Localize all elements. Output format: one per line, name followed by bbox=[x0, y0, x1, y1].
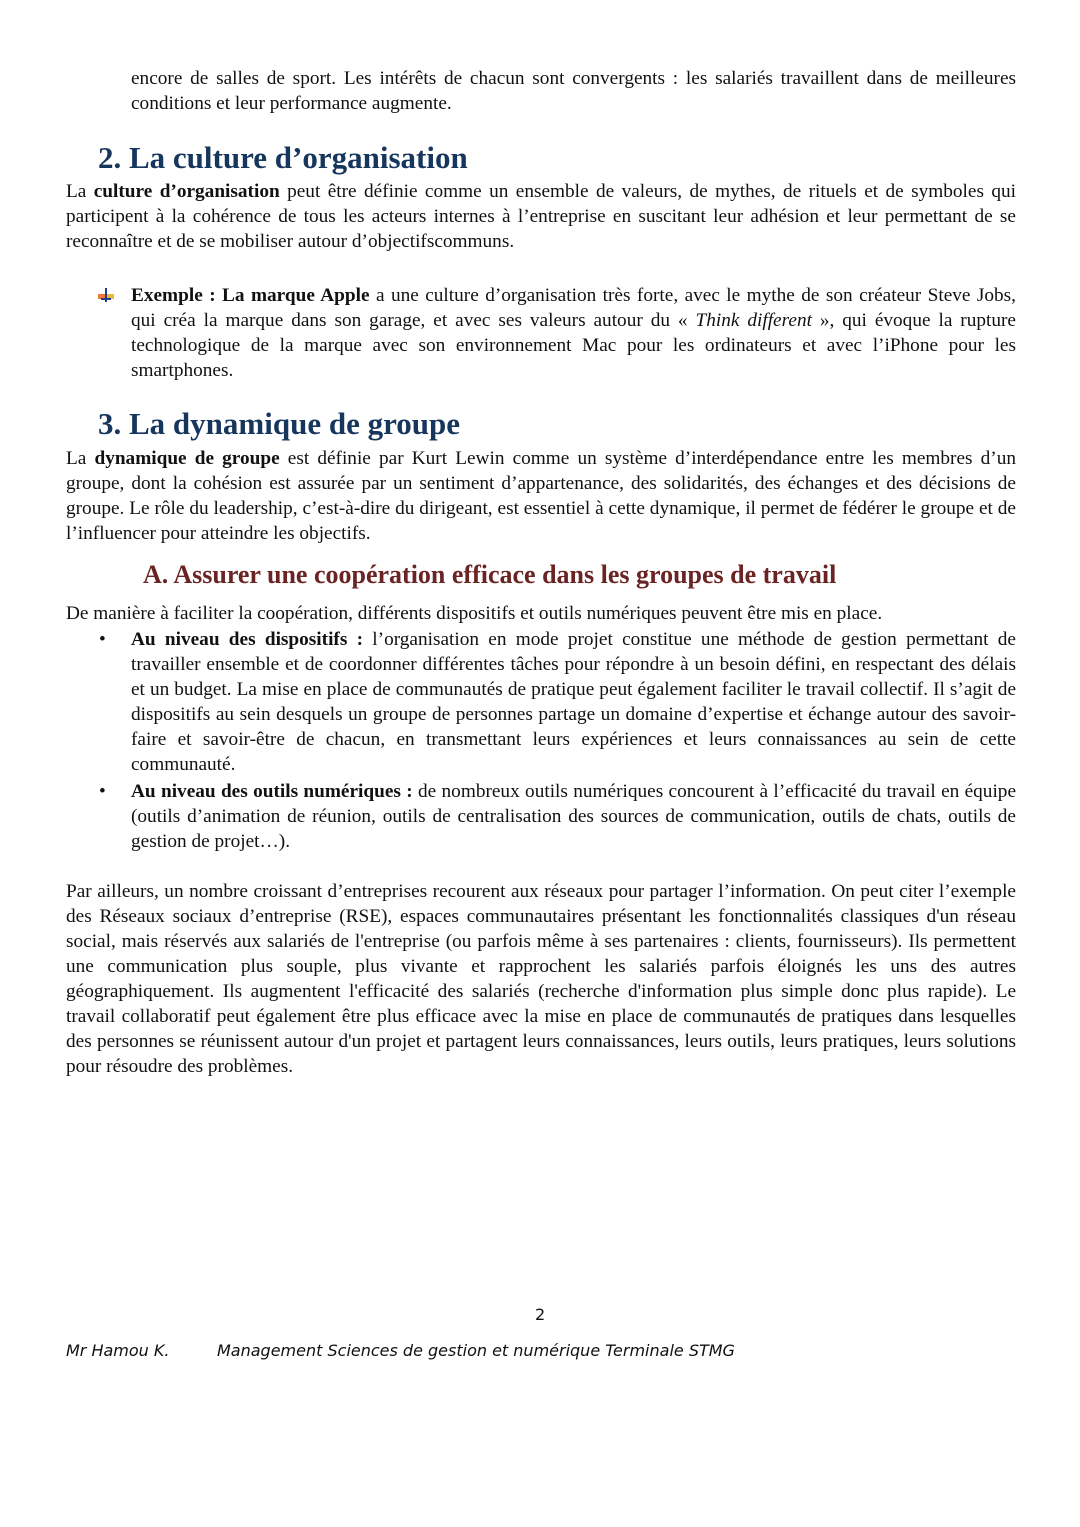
text: a une culture d’organisation très forte, avec le mythe de son créateur Steve Jobs, qui créa la marque dans son garage, et avec ses valeurs autour du « bbox=[131, 285, 1016, 331]
bullet-text: l’organisation en mode projet constitue une méthode de gestion permettant de travailler ensemble et de coordonner différentes tâches pour répondre à un besoin défini, en respectant des délais et un budget. La mise en place de communautés de pratique peut également faciliter le travail collectif. Il s’agit de dispositifs au sein desquels un groupe de personnes partage un domaine d’expertise et échange autour des savoir-faire et savoir-être de chacun, en transmettant leurs expériences et leurs connaissances au sein de cette communauté. bbox=[131, 629, 1016, 775]
bold-term: culture d’organisation bbox=[93, 181, 280, 202]
culture-definition-paragraph bbox=[66, 179, 1016, 254]
bold-term: dynamique de groupe bbox=[94, 448, 280, 469]
footer-course: Management Sciences de gestion et numérique Terminale STMG bbox=[217, 1341, 735, 1360]
text: », qui évoque la rupture technologique de la marque avec son environnement Mac pour les ordinateurs et avec l’iPhone pour les smartphones. bbox=[131, 310, 1016, 381]
text: La bbox=[66, 448, 95, 469]
intro-paragraph: encore de salles de sport. Les intérêts de chacun sont convergents : les salariés travaillent dans de meilleures conditions et leur performance augmente. bbox=[131, 68, 1016, 114]
footer-author: Mr Hamou K. bbox=[66, 1341, 170, 1360]
example-apple-paragraph bbox=[131, 283, 1016, 383]
bullet-label: Au niveau des dispositifs : bbox=[131, 629, 364, 650]
bullet-icon: • bbox=[99, 629, 106, 650]
cooperation-intro: De manière à faciliter la coopération, différents dispositifs et outils numériques peuvent être mis en place. bbox=[66, 603, 883, 624]
italic-slogan: Think different bbox=[695, 310, 812, 331]
example-bullet-icon bbox=[98, 288, 114, 302]
text: La bbox=[66, 181, 94, 202]
bullet-text: de nombreux outils numériques concourent à l’efficacité du travail en équipe (outils d’animation de réunion, outils de centralisation des sources de communication, outils de chats, outils de gestion de projet…). bbox=[131, 781, 1017, 852]
bullet-label: Au niveau des outils numériques : bbox=[131, 781, 413, 802]
section-a-heading: A. Assurer une coopération efficace dans les groupes de travail bbox=[143, 560, 837, 589]
text: peut être définie comme un ensemble de valeurs, de mythes, de rituels et de symboles qui participent à la cohérence de tous les acteurs internes à l’entreprise en suscitant leur adhésion et leur permettant de se reconnaître et de se mobiliser autour d’objectifscommuns. bbox=[66, 181, 1016, 252]
bullet-item-outils bbox=[99, 779, 1017, 854]
section-3-heading: 3. La dynamique de groupe bbox=[98, 406, 461, 441]
bullet-icon: • bbox=[99, 781, 106, 802]
section-2-heading: 2. La culture d’organisation bbox=[98, 140, 468, 175]
bullet-item-dispositifs bbox=[99, 627, 1016, 777]
text: est définie par Kurt Lewin comme un système d’interdépendance entre les membres d’un groupe, dont la cohésion est assurée par un sentiment d’appartenance, des solidarités, des échanges et des décisions de groupe. Le rôle du leadership, c’est-à-dire du dirigeant, est essentiel à cette dynamique, il permet de fédérer le groupe et de l’influencer pour atteindre les objectifs. bbox=[66, 448, 1016, 544]
rse-paragraph: Par ailleurs, un nombre croissant d’entreprises recourent aux réseaux pour partager l’information. On peut citer l’exemple des Réseaux sociaux d’entreprise (RSE), espaces communautaires présentant les fonctionnalités classiques d'un réseau social, mais réservés aux salariés de l'entreprise (ou parfois même à ses partenaires : clients, fournisseurs). Ils permettent une communication plus souple, plus vivante et rapprochent les salariés parfois éloignés les uns des autres géographiquement. Ils augmentent l'efficacité des salariés (recherche d'information plus simple donc plus rapide). Le travail collaboratif peut également être plus efficace avec la mise en place de communautés de pratiques dans lesquelles des personnes se réunissent autour d'un projet et partagent leurs connaissances, leurs outils, leurs pratiques, leurs solutions pour résoudre des problèmes. bbox=[66, 881, 1016, 1077]
example-label: Exemple : La marque Apple bbox=[131, 285, 370, 306]
page-number: 2 bbox=[535, 1305, 546, 1324]
group-dynamics-paragraph bbox=[66, 446, 1016, 546]
